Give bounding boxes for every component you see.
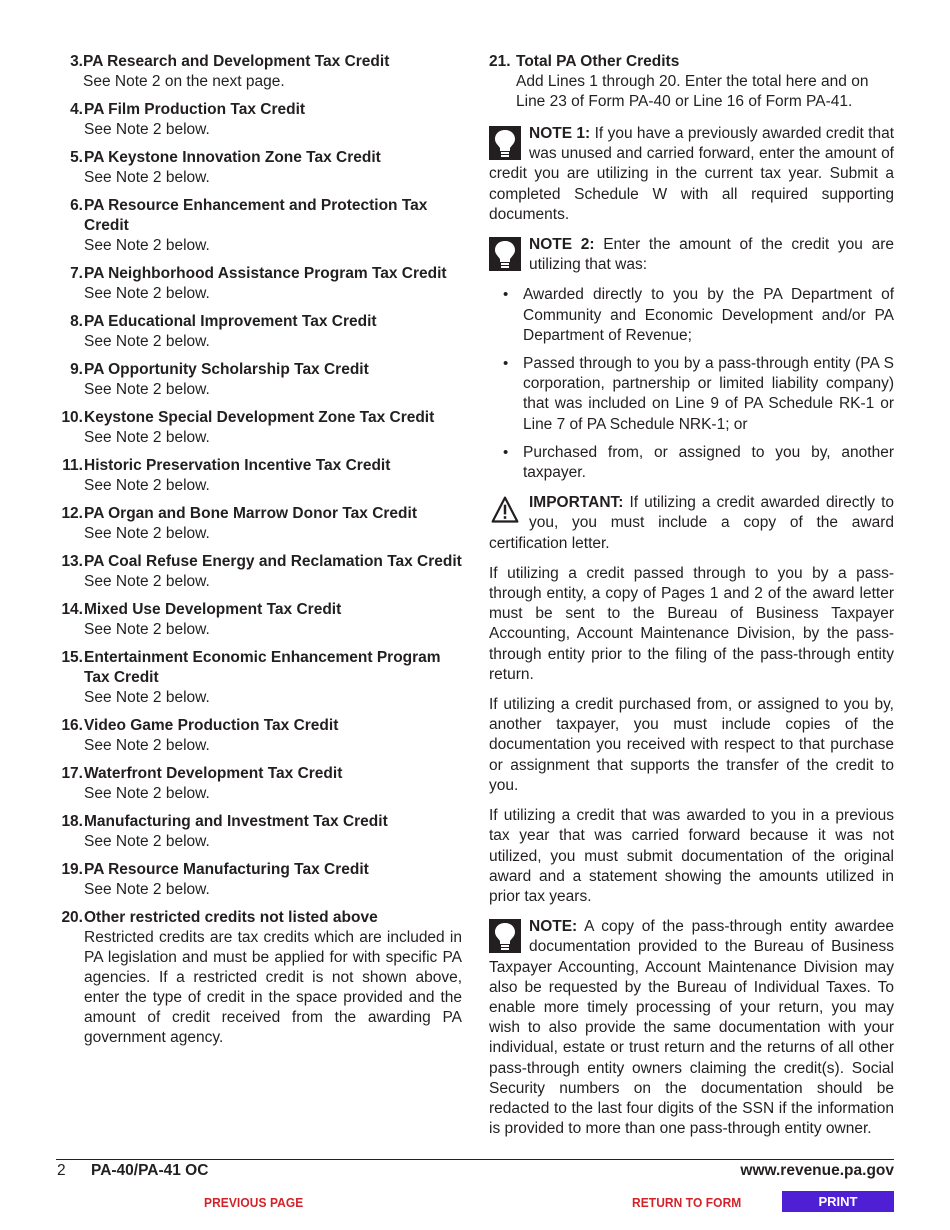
line-item-18 [56, 812, 462, 852]
line-description: See Note 2 below. [84, 621, 210, 638]
line-title: Waterfront Development Tax Credit [84, 765, 343, 782]
important-note [489, 493, 894, 554]
line-description: See Note 2 below. [84, 689, 210, 706]
line-item-3 [56, 52, 462, 92]
line-title: PA Coal Refuse Energy and Reclamation Tax Credit [84, 553, 462, 570]
previous-page-button[interactable]: PREVIOUS PAGE [204, 1195, 304, 1210]
line-description: See Note 2 below. [84, 429, 210, 446]
line-number: 15. [61, 649, 83, 666]
note-label: NOTE 2: [529, 236, 595, 254]
line-description: See Note 2 below. [84, 785, 210, 802]
line-item-7 [56, 264, 462, 304]
line-title: PA Keystone Innovation Zone Tax Credit [84, 149, 381, 166]
note-2 [489, 235, 894, 275]
line-number: 4. [70, 101, 83, 118]
line-item-19 [56, 860, 462, 900]
line-title: PA Film Production Tax Credit [84, 101, 306, 118]
line-title: PA Resource Enhancement and Protection Tax Credit [84, 197, 428, 234]
note-text: If you have a previously awarded credit that was unused and carried forward, enter the amount of credit you are utilizing in the current tax year. Submit a completed Schedule W with all required supporting documents. [489, 125, 894, 223]
line-title: PA Neighborhood Assistance Program Tax Credit [84, 265, 447, 282]
line-title: PA Resource Manufacturing Tax Credit [84, 861, 369, 878]
line-number: 11. [62, 457, 83, 474]
line-item-14 [56, 600, 462, 640]
line-description: See Note 2 below. [84, 573, 210, 590]
line-description: See Note 2 below. [84, 333, 210, 350]
print-button[interactable]: PRINT [782, 1191, 894, 1212]
warning-icon [489, 495, 521, 525]
line-item-4 [56, 100, 462, 140]
note-label: NOTE 1: [529, 125, 591, 142]
line-item-6 [56, 196, 462, 256]
line-number: 20. [61, 909, 83, 926]
line-number: 19. [61, 861, 83, 878]
line-title: PA Research and Development Tax Credit [83, 53, 390, 70]
line-item-16 [56, 716, 462, 756]
lightbulb-icon [489, 919, 521, 953]
note-2-bullets [489, 285, 894, 483]
line-item-13 [56, 552, 462, 592]
line-item-5 [56, 148, 462, 188]
line-description: See Note 2 below. [84, 881, 210, 898]
line-description: See Note 2 below. [84, 525, 210, 542]
line-description: Add Lines 1 through 20. Enter the total here and on Line 23 of Form PA-40 or Line 16 of Form PA-41. [516, 73, 869, 110]
line-item-10 [56, 408, 462, 448]
line-number: 16. [61, 717, 83, 734]
line-number: 7. [70, 265, 83, 282]
note-text: A copy of the pass-through entity awardee documentation provided to the Bureau of Business Taxpayer Accounting, Account Maintenance Division may also be requested by the Bureau of Individual Taxes. To enable more timely processing of your return, you may wish to also provide the same documentation with your individual, estate or trust return and the returns of all other pass-through entity owners claiming the credit(s). Social Security numbers on the documentation should be redacted to the last four digits of the SSN if the information is provided to more than one pass-through entity owner. [489, 918, 894, 1138]
line-number: 12. [61, 505, 83, 522]
line-title: Keystone Special Development Zone Tax Credit [84, 409, 435, 426]
line-title: Mixed Use Development Tax Credit [84, 601, 342, 618]
line-item-9 [56, 360, 462, 400]
line-description: See Note 2 below. [84, 381, 210, 398]
line-item-12 [56, 504, 462, 544]
line-number: 10. [61, 409, 83, 426]
page-number: 2 [57, 1162, 66, 1179]
list-item: • Purchased from, or assigned to you by, another taxpayer. [489, 443, 894, 483]
line-number: 18. [61, 813, 83, 830]
form-name: PA-40/PA-41 OC [91, 1162, 209, 1179]
note-1 [489, 124, 894, 225]
line-description: See Note 2 below. [84, 237, 210, 254]
left-column [56, 52, 462, 1056]
line-number: 13. [61, 553, 83, 570]
line-title: Video Game Production Tax Credit [84, 717, 339, 734]
line-title: Entertainment Economic Enhancement Program Tax Credit [84, 649, 441, 686]
line-item-17 [56, 764, 462, 804]
line-description: See Note 2 below. [84, 737, 210, 754]
return-to-form-button[interactable]: RETURN TO FORM [632, 1195, 742, 1210]
line-number: 3. [70, 53, 83, 70]
paragraph: If utilizing a credit passed through to you by a pass-through entity, a copy of Pages 1 and 2 of the award letter must be sent to the Bureau of Business Taxpayer Accounting, Account Maintenance Division, by the pass-through entity prior to the filing of the pass-through entity return. [489, 564, 894, 683]
line-description: See Note 2 below. [84, 121, 210, 138]
line-number: 8. [70, 313, 83, 330]
line-item-8 [56, 312, 462, 352]
line-number: 17. [61, 765, 83, 782]
note-label: IMPORTANT: [529, 494, 624, 512]
line-description: Restricted credits are tax credits which are included in PA legislation and must be applied for with specific PA agencies. If a restricted credit is not shown above, enter the type of credit in the space provided and the amount of credit received from the awarding PA government agency. [84, 929, 462, 1046]
note-text: If utilizing a credit awarded directly to you, you must include a copy of the award certification letter. [489, 494, 894, 552]
line-title: Total PA Other Credits [516, 53, 680, 70]
line-number: 5. [70, 149, 83, 166]
line-item-11 [56, 456, 462, 496]
note-text: Enter the amount of the credit you are utilizing that was: [529, 236, 894, 274]
line-number: 21. [489, 53, 511, 70]
website-link: www.revenue.pa.gov [740, 1162, 894, 1179]
note-3 [489, 917, 894, 1139]
line-title: PA Organ and Bone Marrow Donor Tax Credit [84, 505, 417, 522]
line-title: Historic Preservation Incentive Tax Credit [84, 457, 391, 474]
line-item-20 [56, 908, 462, 1048]
paragraph: If utilizing a credit that was awarded to you in a previous tax year that was carried forward because it was not utilized, you must submit documentation of the original award and a statement showing the amounts utilized in prior tax years. [489, 807, 894, 905]
list-item: • Passed through to you by a pass-through entity (PA S corporation, partnership or limited liability company) that was included on Line 9 of PA Schedule RK-1 or Line 7 of PA Schedule NRK-1; or [489, 354, 894, 435]
line-number: 9. [70, 361, 83, 378]
note-label: NOTE: [529, 918, 578, 936]
line-description: See Note 2 below. [84, 169, 210, 186]
footer-divider [56, 1159, 894, 1160]
line-title: Other restricted credits not listed above [84, 909, 378, 926]
line-title: Manufacturing and Investment Tax Credit [84, 813, 388, 830]
paragraph: If utilizing a credit purchased from, or assigned to you by, another taxpayer, you must include copies of the documentation you received with respect to that purchase or assignment that supports the transfer of the credit to you. [489, 696, 894, 794]
line-number: 6. [70, 197, 83, 214]
line-title: PA Opportunity Scholarship Tax Credit [84, 361, 369, 378]
line-description: See Note 2 below. [84, 477, 210, 494]
lightbulb-icon [489, 126, 521, 160]
line-item-21 [489, 52, 894, 112]
line-description: See Note 2 below. [84, 833, 210, 850]
right-column [489, 52, 894, 1149]
line-item-15 [56, 648, 462, 708]
line-description: See Note 2 below. [84, 285, 210, 302]
lightbulb-icon [489, 237, 521, 271]
list-item: • Awarded directly to you by the PA Department of Community and Economic Development and/or PA Department of Revenue; [489, 285, 894, 346]
line-title: PA Educational Improvement Tax Credit [84, 313, 377, 330]
line-number: 14. [61, 601, 83, 618]
line-description: See Note 2 on the next page. [83, 73, 285, 90]
